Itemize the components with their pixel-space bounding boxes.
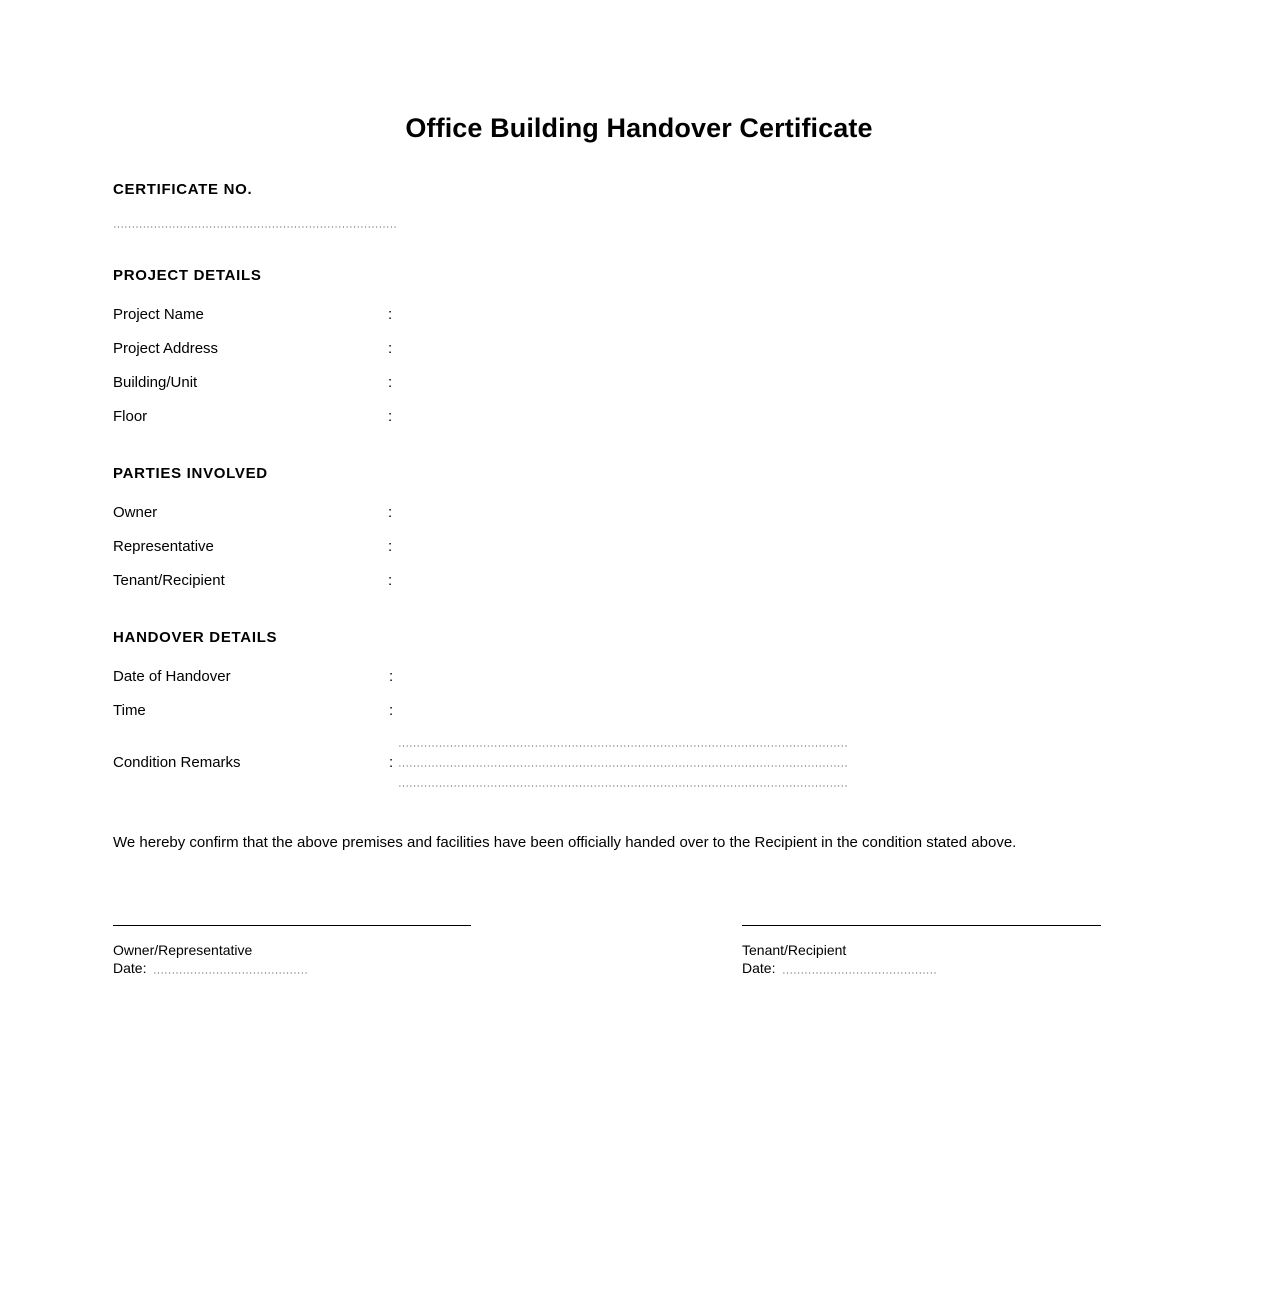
field-input-tenant-recipient[interactable] <box>400 588 682 589</box>
field-colon: : <box>388 504 393 521</box>
field-colon: : <box>388 306 393 323</box>
section-heading-handover-details: HANDOVER DETAILS <box>113 629 278 646</box>
signature-date-label: Date: <box>113 960 147 976</box>
field-input-time[interactable] <box>398 718 677 719</box>
field-input-condition-remarks[interactable] <box>113 740 853 800</box>
field-label-condition-remarks: Condition Remarks <box>113 754 241 771</box>
remarks-line[interactable] <box>398 745 848 747</box>
field-row-time <box>113 701 683 721</box>
field-input-representative[interactable] <box>400 554 682 555</box>
field-input-floor[interactable] <box>400 424 682 425</box>
remarks-line[interactable] <box>398 765 848 767</box>
field-colon: : <box>389 702 394 719</box>
signature-date-input[interactable] <box>782 972 938 974</box>
field-row-floor <box>113 407 683 427</box>
page-title: Office Building Handover Certificate <box>405 113 873 143</box>
field-label-floor: Floor <box>113 408 148 425</box>
field-colon: : <box>388 374 393 391</box>
field-label-owner: Owner <box>113 504 158 521</box>
field-row-building-unit <box>113 373 683 393</box>
signature-line[interactable] <box>742 925 1101 926</box>
certificate-no-input[interactable] <box>113 226 396 228</box>
field-label-time: Time <box>113 702 146 719</box>
signature-role-label: Tenant/Recipient <box>742 942 847 958</box>
field-colon: : <box>389 668 394 685</box>
remarks-line[interactable] <box>398 785 848 787</box>
section-heading-project-details: PROJECT DETAILS <box>113 267 262 284</box>
field-row-tenant-recipient <box>113 571 683 591</box>
field-label-project-address: Project Address <box>113 340 219 357</box>
field-colon: : <box>388 408 393 425</box>
field-colon: : <box>388 572 393 589</box>
field-input-owner[interactable] <box>400 520 682 521</box>
field-input-project-name[interactable] <box>400 322 682 323</box>
confirmation-statement: We hereby confirm that the above premises and facilities have been officially handed over to the Recipient in the condition stated above. <box>113 834 1017 851</box>
signature-date-label: Date: <box>742 960 776 976</box>
field-row-date-of-handover <box>113 667 683 687</box>
signature-role-label: Owner/Representative <box>113 942 253 958</box>
field-row-project-name <box>113 305 683 325</box>
section-heading-parties-involved: PARTIES INVOLVED <box>113 465 268 482</box>
field-input-project-address[interactable] <box>400 356 682 357</box>
field-row-project-address <box>113 339 683 359</box>
field-colon: : <box>388 538 393 555</box>
field-colon: : <box>388 340 393 357</box>
field-row-representative <box>113 537 683 557</box>
field-label-building-unit: Building/Unit <box>113 374 198 391</box>
field-label-date-of-handover: Date of Handover <box>113 668 231 685</box>
certificate-no-heading: CERTIFICATE NO. <box>113 181 253 198</box>
field-label-tenant-recipient: Tenant/Recipient <box>113 572 225 589</box>
field-row-owner <box>113 503 683 523</box>
field-label-project-name: Project Name <box>113 306 204 323</box>
field-input-date-of-handover[interactable] <box>398 684 677 685</box>
field-input-building-unit[interactable] <box>400 390 682 391</box>
field-label-representative: Representative <box>113 538 214 555</box>
field-colon: : <box>389 754 394 771</box>
signature-line[interactable] <box>113 925 471 926</box>
signature-date-input[interactable] <box>153 972 309 974</box>
